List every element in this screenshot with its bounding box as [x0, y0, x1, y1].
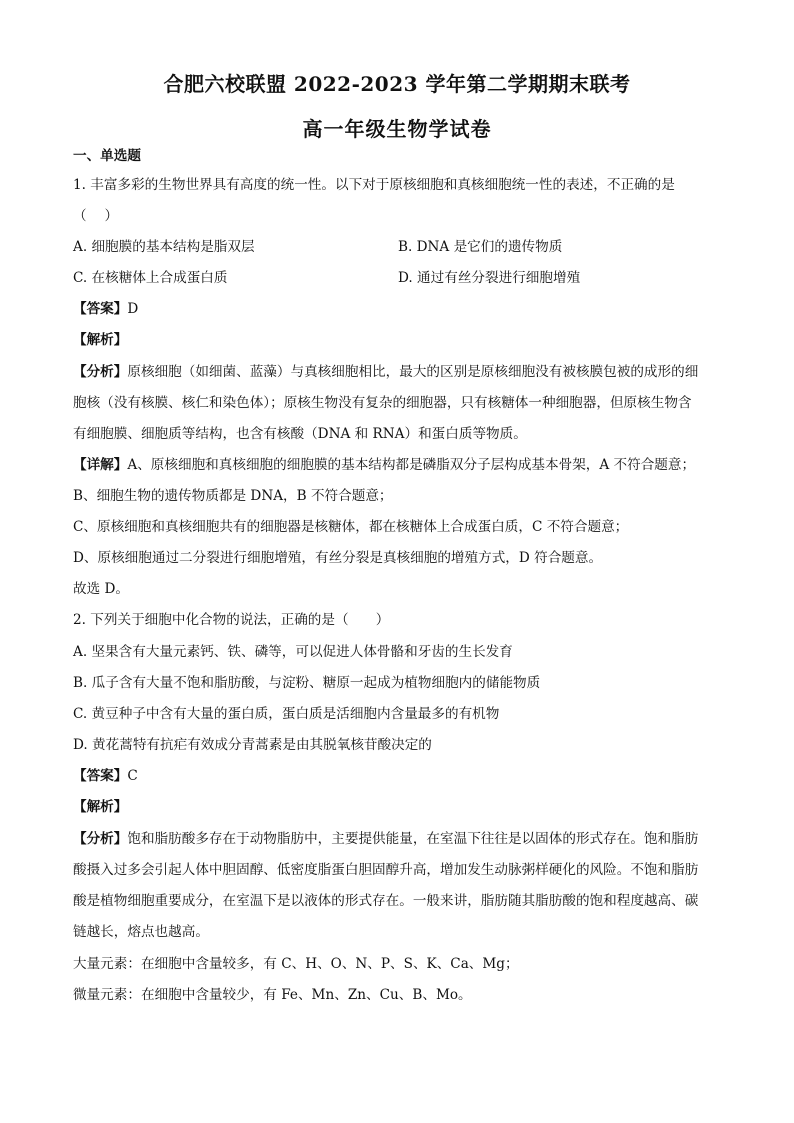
q1-xiangjie-line1 [73, 455, 695, 475]
q1-analysis-tag: 【解析】 [73, 332, 128, 348]
q1-xiangjie-line4: D、原核细胞通过二分裂进行细胞增殖，有丝分裂是真核细胞的增殖方式，D 符合题意。 [73, 550, 603, 566]
q1-fenxi-line1 [73, 362, 698, 382]
q1-fenxi-line3: 有细胞膜、细胞质等结构，也含有核酸（DNA 和 RNA）和蛋白质等物质。 [73, 426, 527, 442]
q2-macro-elements: 大量元素：在细胞中含量较多，有 C、H、O、N、P、S、K、Ca、Mg； [73, 956, 519, 972]
q1-xiangjie-line2: B、细胞生物的遗传物质都是 DNA，B 不符合题意； [73, 488, 393, 504]
fenxi-tag: 【分析】 [73, 364, 128, 380]
q1-xiangjie-line3: C、原核细胞和真核细胞共有的细胞器是核糖体，都在核糖体上合成蛋白质，C 不符合题意； [73, 519, 629, 535]
q1-answer [73, 299, 138, 319]
q2-fenxi-line4: 链越长，熔点也越高。 [73, 924, 209, 940]
q1-conclusion: 故选 D。 [73, 581, 130, 597]
section-heading: 一、单选题 [73, 148, 141, 164]
q2-option-a: A. 坚果含有大量元素钙、铁、磷等，可以促进人体骨骼和牙齿的生长发育 [73, 644, 513, 660]
q1-fenxi-line2: 胞核（没有核膜、核仁和染色体）；原核生物没有复杂的细胞器，只有核糖体一种细胞器，但原核生物含 [73, 395, 692, 411]
q2-fenxi-line2: 酸摄入过多会引起人体中胆固醇、低密度脂蛋白胆固醇升高，增加发生动脉粥样硬化的风险。不饱和脂肪 [73, 862, 699, 878]
q2-fenxi-line3: 酸是植物细胞重要成分，在室温下是以液体的形式存在。一般来讲，脂肪随其脂肪酸的饱和程度越高、碳 [73, 893, 699, 909]
q1-option-c: C. 在核糖体上合成蛋白质 [73, 270, 228, 286]
answer-tag: 【答案】 [73, 768, 128, 784]
answer-tag: 【答案】 [73, 301, 128, 317]
q1-stem-line2: （ ） [73, 208, 119, 224]
xiangjie-tag: 【详解】 [73, 457, 128, 473]
q2-micro-elements: 微量元素：在细胞中含量较少，有 Fe、Mn、Zn、Cu、B、Mo。 [73, 987, 472, 1003]
q2-option-b: B. 瓜子含有大量不饱和脂肪酸，与淀粉、糖原一起成为植物细胞内的储能物质 [73, 675, 541, 691]
q1-option-a: A. 细胞膜的基本结构是脂双层 [73, 239, 255, 255]
q1-option-b: B. DNA 是它们的遗传物质 [398, 239, 563, 255]
q2-option-d: D. 黄花蒿特有抗疟有效成分青蒿素是由其脱氧核苷酸决定的 [73, 737, 432, 753]
xiangjie-text: A、原核细胞和真核细胞的细胞膜的基本结构都是磷脂双分子层构成基本骨架，A 不符合题意； [127, 457, 696, 473]
q2-fenxi-line1 [73, 829, 698, 849]
q2-analysis-tag: 【解析】 [73, 799, 128, 815]
q1-option-d: D. 通过有丝分裂进行细胞增殖 [398, 270, 581, 286]
q2-answer [73, 766, 138, 786]
answer-value: D [127, 301, 139, 317]
q2-option-c: C. 黄豆种子中含有大量的蛋白质，蛋白质是活细胞内含量最多的有机物 [73, 706, 500, 722]
exam-title: 合肥六校联盟 2022-2023 学年第二学期期末联考 [163, 72, 631, 96]
fenxi-text: 饱和脂肪酸多存在于动物脂肪中，主要提供能量，在室温下往往是以固体的形式存在。饱和脂肪 [127, 831, 699, 847]
fenxi-text: 原核细胞（如细菌、蓝藻）与真核细胞相比，最大的区别是原核细胞没有被核膜包被的成形的细 [127, 364, 699, 380]
answer-value: C [127, 768, 138, 784]
q2-stem: 2. 下列关于细胞中化合物的说法，正确的是（ ） [73, 612, 390, 628]
q1-stem-line1: 1. 丰富多彩的生物世界具有高度的统一性。以下对于原核细胞和真核细胞统一性的表述，不正确的是 [73, 177, 675, 193]
fenxi-tag: 【分析】 [73, 831, 128, 847]
exam-subtitle: 高一年级生物学试卷 [302, 117, 492, 141]
